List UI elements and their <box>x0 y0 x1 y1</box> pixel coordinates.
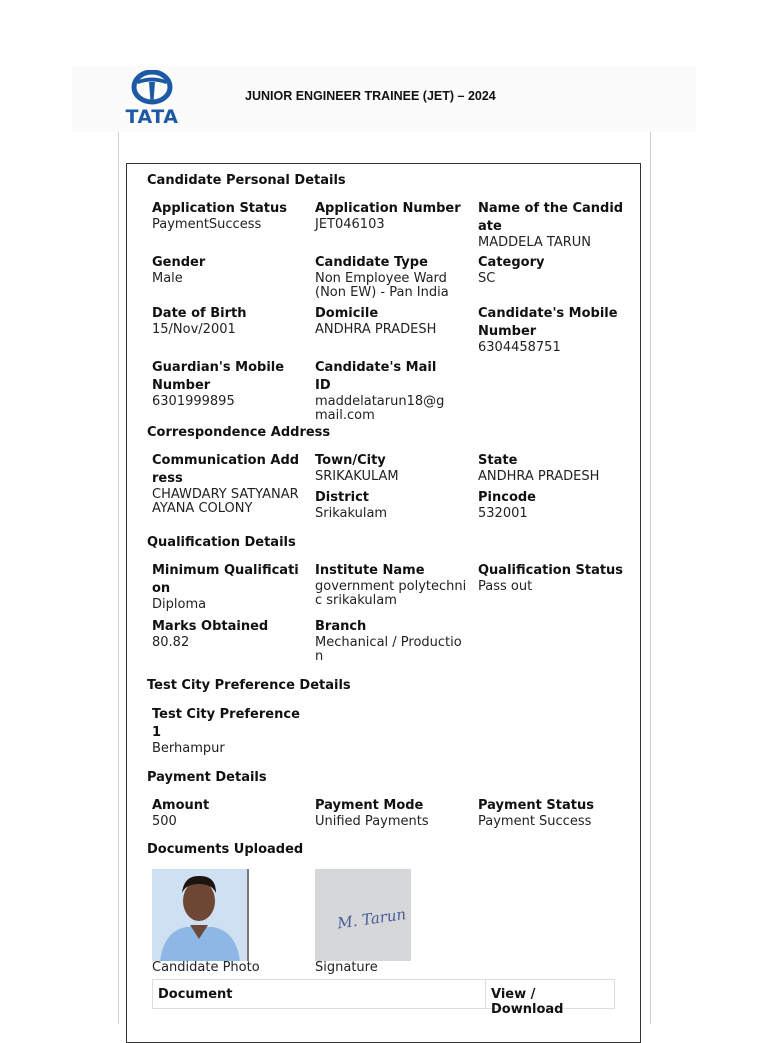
section-title-documents: Documents Uploaded <box>147 842 304 857</box>
section-title-test-city: Test City Preference Details <box>147 678 351 693</box>
field-category <box>478 254 630 286</box>
page-border-right <box>650 132 651 1024</box>
field-value: maddelatarun18@gmail.com <box>315 394 445 423</box>
field-label: Test City Preference 1 <box>152 707 300 740</box>
field-value: PaymentSuccess <box>152 217 262 232</box>
field-value: 80.82 <box>152 635 190 650</box>
field-value: 6301999895 <box>152 394 235 409</box>
field-communication-address <box>152 452 304 516</box>
field-value: MADDELA TARUN <box>478 235 592 250</box>
field-value: Unified Payments <box>315 814 429 829</box>
field-candidate-name <box>478 200 630 250</box>
field-branch <box>315 618 467 664</box>
field-candidate-mobile <box>478 305 618 355</box>
logo-wordmark: TATA <box>125 106 179 128</box>
field-label: Name of the Candidate <box>478 201 624 234</box>
signature-caption: Signature <box>315 960 378 975</box>
tata-logo <box>122 70 182 126</box>
field-label: Branch <box>315 619 367 634</box>
field-amount <box>152 797 304 829</box>
field-candidate-type <box>315 254 455 300</box>
field-value: JET046103 <box>315 217 385 232</box>
field-value: 15/Nov/2001 <box>152 322 236 337</box>
field-value: Diploma <box>152 597 207 612</box>
field-domicile <box>315 305 467 337</box>
field-value: Male <box>152 271 183 286</box>
field-value: SC <box>478 271 496 286</box>
field-payment-mode <box>315 797 467 829</box>
documents-table <box>152 979 615 1017</box>
field-label: Candidate's Mobile Number <box>478 306 618 339</box>
field-value: Srikakulam <box>315 506 388 521</box>
field-label: Payment Status <box>478 798 594 813</box>
field-pincode <box>478 489 630 521</box>
field-state <box>478 452 630 484</box>
field-test-city-preference-1 <box>152 706 304 756</box>
field-value: Pass out <box>478 579 533 594</box>
field-label: Payment Mode <box>315 798 424 813</box>
field-label: Application Status <box>152 201 288 216</box>
field-date-of-birth <box>152 305 304 337</box>
field-mail-id <box>315 359 445 423</box>
photo-caption: Candidate Photo <box>152 960 260 975</box>
field-application-number <box>315 200 467 232</box>
field-label: Domicile <box>315 306 379 321</box>
field-value: 6304458751 <box>478 340 561 355</box>
field-label: Qualification Status <box>478 563 624 578</box>
field-value: CHAWDARY SATYANARAYANA COLONY <box>152 487 299 516</box>
page-border-left <box>118 132 119 1024</box>
signature-image <box>315 869 411 961</box>
field-label: Marks Obtained <box>152 619 269 634</box>
field-town-city <box>315 452 467 484</box>
field-label: Guardian's Mobile Number <box>152 360 285 393</box>
field-label: Institute Name <box>315 563 425 578</box>
section-title-personal: Candidate Personal Details <box>147 173 346 188</box>
field-label: District <box>315 490 369 505</box>
field-label: Gender <box>152 255 206 270</box>
field-label: Town/City <box>315 453 386 468</box>
field-label: Communication Address <box>152 453 300 486</box>
field-qualification-status <box>478 562 630 594</box>
field-value: Payment Success <box>478 814 592 829</box>
field-label: Candidate Type <box>315 255 428 270</box>
section-title-qualification: Qualification Details <box>147 535 296 550</box>
field-label: Amount <box>152 798 210 813</box>
field-value: 500 <box>152 814 177 829</box>
field-value: ANDHRA PRADESH <box>478 469 600 484</box>
table-header-document: Document <box>153 980 486 1008</box>
field-minimum-qualification <box>152 562 304 612</box>
field-value: Berhampur <box>152 741 225 756</box>
signature-text: M. Tarun <box>336 905 408 933</box>
field-application-status <box>152 200 304 232</box>
field-marks-obtained <box>152 618 304 650</box>
field-district <box>315 489 467 521</box>
candidate-photo <box>152 869 249 961</box>
field-label: Date of Birth <box>152 306 247 321</box>
field-label: Minimum Qualification <box>152 563 299 596</box>
field-label: Candidate's Mail ID <box>315 360 437 393</box>
field-guardian-mobile <box>152 359 287 409</box>
field-payment-status <box>478 797 630 829</box>
section-title-address: Correspondence Address <box>147 425 331 440</box>
page-title: JUNIOR ENGINEER TRAINEE (JET) – 2024 <box>245 89 496 103</box>
field-value: Mechanical / Production <box>315 635 462 664</box>
field-value: 532001 <box>478 506 528 521</box>
field-value: SRIKAKULAM <box>315 469 399 484</box>
field-institute-name <box>315 562 467 608</box>
table-header-view-download: View / Download <box>491 987 564 1017</box>
section-title-payment: Payment Details <box>147 770 267 785</box>
field-label: State <box>478 453 518 468</box>
field-label: Application Number <box>315 201 461 216</box>
field-label: Category <box>478 255 545 270</box>
field-gender <box>152 254 304 286</box>
field-value: ANDHRA PRADESH <box>315 322 437 337</box>
field-value: government polytechnic srikakulam <box>315 579 467 608</box>
field-value: Non Employee Ward (Non EW) - Pan India <box>315 271 449 300</box>
field-label: Pincode <box>478 490 536 505</box>
